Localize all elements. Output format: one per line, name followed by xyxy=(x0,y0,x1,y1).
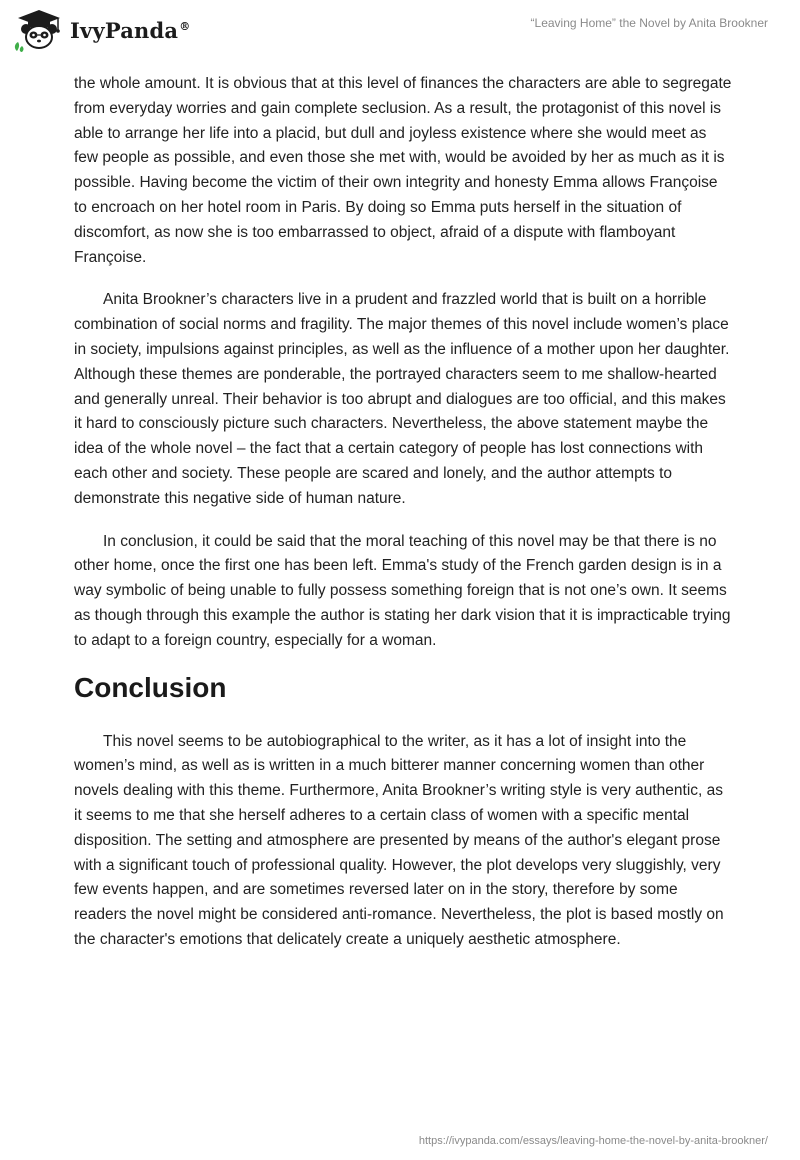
paragraph-themes: Anita Brookner’s characters live in a prudent and frazzled world that is built on a horrible combination of social norms and fragility. The major themes of this novel include women’s place in society, impulsions against principles, as well as the influence of a mother upon her daughter. Although these themes are ponderable, the portrayed characters seem to me shallow-hearted and generally unreal. Their behavior is too abrupt and dialogues are too official, and this makes it hard to consciously picture such characters. Nevertheless, the above statement maybe the idea of the whole novel – the fact that a certain category of people has lost connections with each other and society. These people are scared and lonely, and the author attempts to demonstrate this negative side of human nature. xyxy=(74,291,730,507)
paragraph-continued: the whole amount. It is obvious that at this level of finances the characters are able to segregate from everyday worries and gain complete seclusion. As a result, the protagonist of this novel is able to arrange her life into a placid, but dull and joyless existence where she would meet as few people as possible, and even those she met with, would be avoided by her as much as it is possible. Having become the victim of their own integrity and honesty Emma allows Françoise to encroach on her hotel room in Paris. By doing so Emma puts herself in the situation of discomfort, as now she is too embarrassed to object, afraid of a dispute with flamboyant Françoise. xyxy=(74,75,732,266)
paragraph-conclusion: This novel seems to be autobiographical to the writer, as it has a lot of insight into the women’s mind, as well as is written in a much bitterer manner concerning women than other novels dealing with this theme. Furthermore, Anita Brookner’s writing style is very authentic, as it seems to me that she herself adheres to a certain class of women with a specific mental disposition. The setting and atmosphere are presented by means of the author's elegant prose with a significant touch of professional quality. However, the plot develops very sluggishly, very few events happen, and are sometimes reversed later on in the story, therefore by some readers the novel might be considered anti-romance. Nevertheless, the plot is based mostly on the character's emotions that delicately create a uniquely aesthetic atmosphere. xyxy=(74,732,724,948)
ivypanda-logo[interactable] xyxy=(14,8,190,52)
section-heading-conclusion: Conclusion xyxy=(74,671,227,703)
panda-logo-icon xyxy=(14,8,64,52)
source-url[interactable]: https://ivypanda.com/essays/leaving-home-the-novel-by-anita-brookner/ xyxy=(418,1135,768,1147)
essay-body xyxy=(74,72,734,967)
paragraph-in-conclusion: In conclusion, it could be said that the moral teaching of this novel may be that there is no other home, once the first one has been left. Emma's study of the French garden design is in a way symbolic of being unable to fully possess something foreign that is not one’s own. It seems as though through this example the author is stating her dark vision that it is impracticable trying to adapt to a foreign country, especially for a woman. xyxy=(74,532,731,649)
document-title: “Leaving Home” the Novel by Anita Brookner xyxy=(530,16,768,30)
registered-mark: ® xyxy=(179,19,191,33)
page-header xyxy=(0,0,800,70)
logo-name: IvyPanda xyxy=(70,17,179,43)
logo-wordmark xyxy=(70,18,190,43)
